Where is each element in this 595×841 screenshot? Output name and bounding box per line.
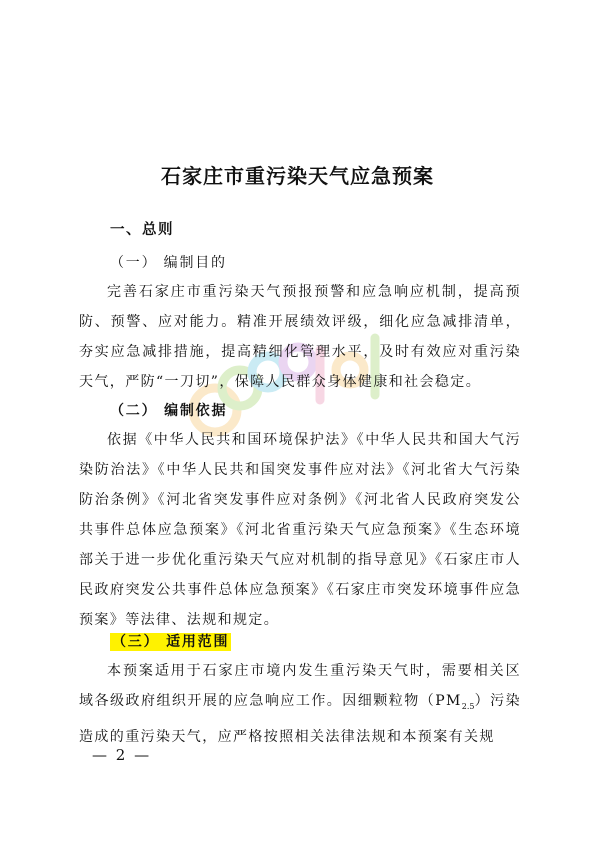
page-number: — 2 —: [92, 746, 152, 764]
subsection-heading-scope: [110, 631, 231, 651]
document-title: 石家庄市重污染天气应急预案: [161, 164, 434, 188]
paragraph-purpose: 完善石家庄市重污染天气预报预警和应急响应机制，提高预防、预警、应对能力。精准开展绩效评级，细化应急减排清单，夯实应急减排措施，提高精细化管理水平，及时有效应对重污染天气，严防“一刀切”，保障人民群众身体健康和社会稳定。: [79, 284, 521, 390]
scope-text-part-a: 本预案适用于石家庄市境内发生重污染天气时，需要相关区域各级政府组织开展的应急响应工作。因细颗粒物（PM: [79, 663, 521, 709]
highlighted-text: （三） 适用范围: [112, 634, 230, 650]
pm-subscript: 2.5: [461, 701, 475, 711]
scope-text-part-b: ）污染造成的重污染天气，应严格按照相关法律法规和本预案有关规: [79, 693, 521, 745]
section-heading-general: 一、总则: [110, 221, 174, 238]
paragraph-scope: [79, 656, 521, 752]
paragraph-basis: 依据《中华人民共和国环境保护法》《中华人民共和国大气污染防治法》《中华人民共和国突发事件应对法》《河北省大气污染防治条例》《河北省突发事件应对条例》《河北省人民政府突发公共事件总体应急预案》《河北省重污染天气应急预案》《生态环境部关于进一步优化重污染天气应对机制的指导意见》《石家庄市人民政府突发公共事件总体应急预案》《石家庄市突发环境事件应急预案》等法律、法规和规定。: [79, 432, 521, 628]
subsection-heading-purpose: （一） 编制目的: [110, 255, 227, 271]
subsection-heading-basis: （二） 编制依据: [110, 403, 228, 419]
